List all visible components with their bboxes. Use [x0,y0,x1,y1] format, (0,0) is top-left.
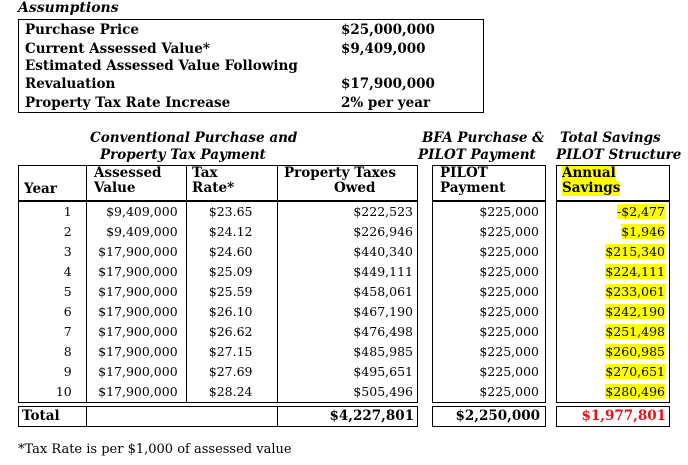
pilot-payment-cell: $225,000 [433,362,546,382]
pilot-payment-cell: $225,000 [433,242,546,262]
annual-savings-cell [557,262,670,282]
year-cell: 6 [19,302,87,322]
taxes-owed-cell: $226,946 [277,222,418,242]
assumptions-title: Assumptions [18,0,119,16]
annual-savings-value: $260,985 [605,344,665,359]
year-cell: 4 [19,262,87,282]
table-row [557,242,670,262]
conventional-heading-1: Conventional Purchase and [90,130,298,146]
taxes-owed-cell: $505,496 [277,382,418,403]
table-row [557,202,670,223]
pilot-payment-cell: $225,000 [433,262,546,282]
header-tax-1: Tax [192,165,218,181]
assumption-value: $17,900,000 [341,76,435,92]
conventional-table [18,201,418,403]
annual-savings-cell [557,322,670,342]
tax-rate-cell: $25.59 [186,282,277,302]
pilot-payment-cell: $225,000 [433,282,546,302]
annual-savings-cell [557,202,670,223]
taxes-owed-cell: $440,340 [277,242,418,262]
total-pilot: $2,250,000 [455,408,540,424]
table-row [557,282,670,302]
year-cell: 10 [19,382,87,403]
assessed-value-cell: $17,900,000 [86,342,186,362]
pilot-payment-cell: $225,000 [433,202,546,223]
header-owed-2: Owed [334,180,376,196]
table-row [19,302,418,322]
assumption-value: $25,000,000 [341,22,435,38]
savings-heading-2: PILOT Structure [556,147,682,163]
table-row [557,342,670,362]
assumption-label: Current Assessed Value* [25,41,210,57]
header-assessed-2: Value [94,180,136,196]
assumption-value: 2% per year [341,95,431,111]
table-row [433,322,546,342]
total-savings: $1,977,801 [581,408,666,424]
table-row [19,282,418,302]
table-row [433,202,546,223]
col-divider [86,406,87,427]
annual-savings-value: $270,651 [605,364,665,379]
year-cell: 1 [19,202,87,223]
assessed-value-cell: $9,409,000 [86,222,186,242]
tax-rate-cell: $24.60 [186,242,277,262]
conventional-heading-2: Property Tax Payment [100,147,266,163]
year-cell: 7 [19,322,87,342]
taxes-owed-cell: $222,523 [277,202,418,223]
table-row [557,262,670,282]
savings-table [556,201,670,403]
table-row [557,322,670,342]
tax-rate-cell: $25.09 [186,262,277,282]
table-row [19,322,418,342]
tax-rate-cell: $26.10 [186,302,277,322]
header-tax-2: Rate* [192,180,235,196]
annual-savings-cell [557,382,670,403]
annual-savings-value: $224,111 [605,264,665,279]
annual-savings-value: $251,498 [605,324,665,339]
footnote: *Tax Rate is per $1,000 of assessed value [18,442,292,457]
annual-savings-value: -$2,477 [617,204,665,219]
taxes-owed-cell: $485,985 [277,342,418,362]
assessed-value-cell: $17,900,000 [86,302,186,322]
header-year: Year [24,181,57,197]
savings-heading-1: Total Savings [560,130,661,146]
table-row [433,362,546,382]
assessed-value-cell: $17,900,000 [86,282,186,302]
col-divider [86,165,87,201]
tax-rate-cell: $24.12 [186,222,277,242]
header-annual-1: Annual [562,165,616,181]
bfa-heading-2: PILOT Payment [418,147,536,163]
taxes-owed-cell: $495,651 [277,362,418,382]
bfa-heading-1: BFA Purchase & [422,130,545,146]
table-row [19,242,418,262]
taxes-owed-cell: $476,498 [277,322,418,342]
header-pilot-2: Payment [440,180,506,196]
taxes-owed-cell: $467,190 [277,302,418,322]
table-row [433,342,546,362]
header-pilot-1: PILOT [440,165,488,181]
table-row [433,302,546,322]
assumption-value: $9,409,000 [341,41,426,57]
pilot-payment-cell: $225,000 [433,382,546,403]
tax-rate-cell: $27.69 [186,362,277,382]
assumption-label: Purchase Price [25,22,139,38]
pilot-payment-cell: $225,000 [433,222,546,242]
assumption-label: Property Tax Rate Increase [25,95,231,111]
assumption-label: Revaluation [25,76,116,92]
table-row [557,362,670,382]
annual-savings-cell [557,362,670,382]
table-row [19,382,418,403]
assessed-value-cell: $17,900,000 [86,262,186,282]
total-label: Total [22,408,60,424]
annual-savings-cell [557,242,670,262]
col-divider [186,165,187,201]
year-cell: 9 [19,362,87,382]
taxes-owed-cell: $449,111 [277,262,418,282]
table-row [557,222,670,242]
assessed-value-cell: $9,409,000 [86,202,186,223]
assumption-label: Estimated Assessed Value Following [25,58,298,74]
year-cell: 5 [19,282,87,302]
header-assessed-1: Assessed [94,165,162,181]
annual-savings-value: $233,061 [605,284,665,299]
table-row [433,262,546,282]
table-row [19,262,418,282]
table-row [433,382,546,403]
table-row [557,382,670,403]
header-annual-2: Savings [562,180,621,196]
pilot-payment-cell: $225,000 [433,322,546,342]
annual-savings-cell [557,342,670,362]
table-row [433,242,546,262]
annual-savings-cell [557,302,670,322]
table-row [557,302,670,322]
pilot-table [432,201,546,403]
annual-savings-cell [557,222,670,242]
assessed-value-cell: $17,900,000 [86,242,186,262]
tax-rate-cell: $26.62 [186,322,277,342]
pilot-payment-cell: $225,000 [433,302,546,322]
annual-savings-value: $215,340 [605,244,665,259]
year-cell: 8 [19,342,87,362]
annual-savings-value: $1,946 [621,224,665,239]
table-row [433,282,546,302]
pilot-payment-cell: $225,000 [433,342,546,362]
header-owed-1: Property Taxes [284,165,396,181]
col-divider [277,165,278,201]
table-row [19,222,418,242]
annual-savings-value: $280,496 [605,384,665,399]
assessed-value-cell: $17,900,000 [86,322,186,342]
tax-rate-cell: $27.15 [186,342,277,362]
tax-rate-cell: $23.65 [186,202,277,223]
table-row [19,202,418,223]
assessed-value-cell: $17,900,000 [86,362,186,382]
table-row [433,222,546,242]
tax-rate-cell: $28.24 [186,382,277,403]
assumptions-box [18,19,484,113]
col-divider [277,406,278,427]
table-row [19,362,418,382]
year-cell: 3 [19,242,87,262]
assessed-value-cell: $17,900,000 [86,382,186,403]
total-owed: $4,227,801 [329,408,414,424]
taxes-owed-cell: $458,061 [277,282,418,302]
table-row [19,342,418,362]
annual-savings-cell [557,282,670,302]
year-cell: 2 [19,222,87,242]
annual-savings-value: $242,190 [605,304,665,319]
